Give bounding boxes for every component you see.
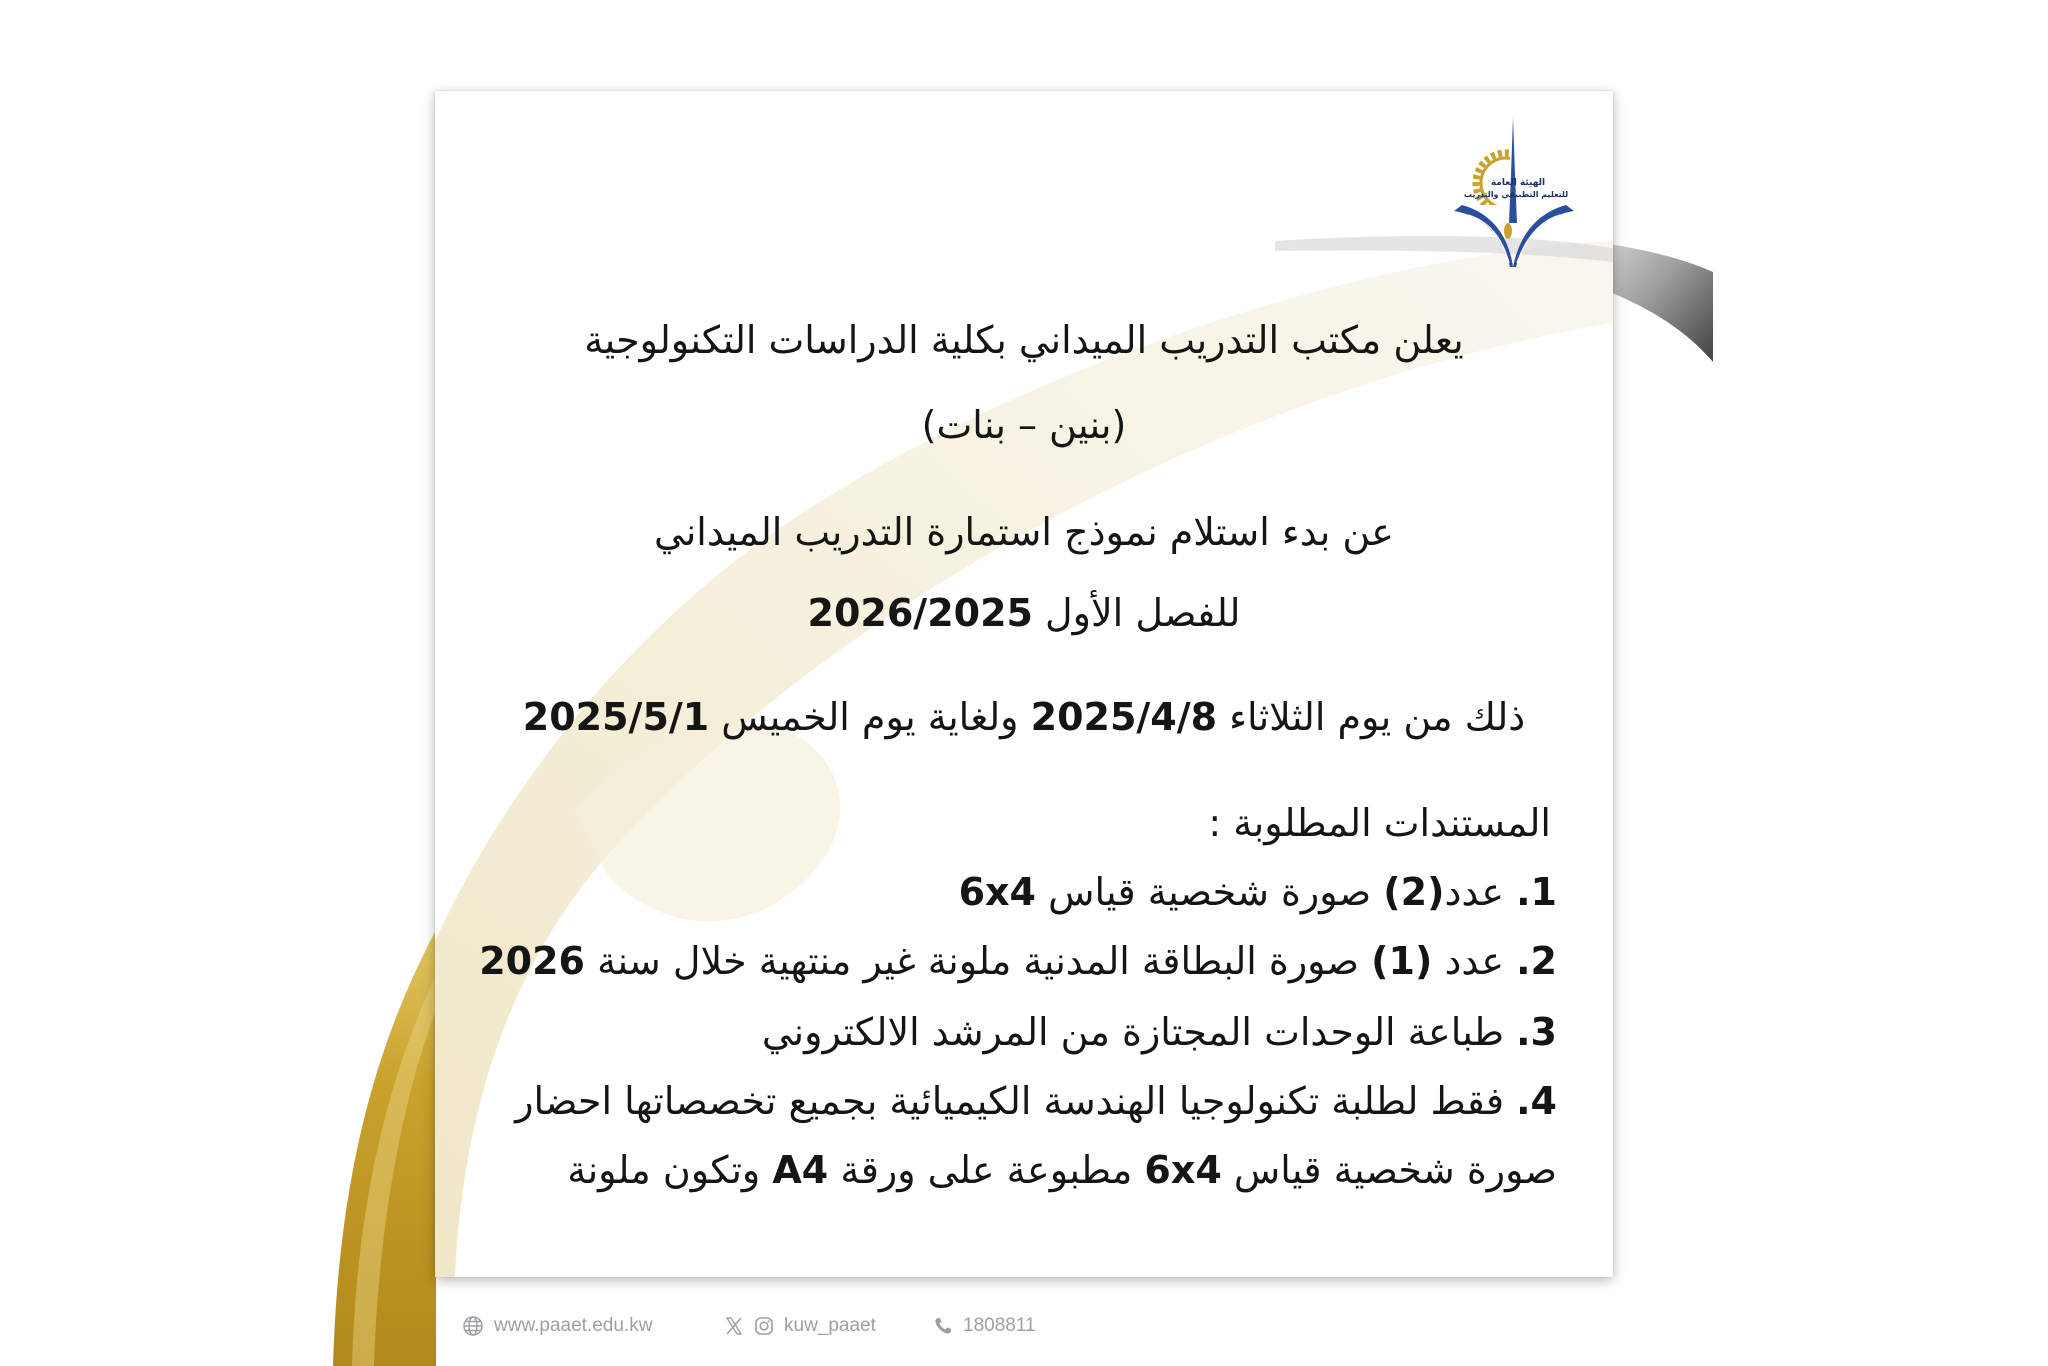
logo-base: [1504, 223, 1512, 239]
paaet-logo: [1450, 115, 1578, 270]
list-item-number: 2.: [1516, 939, 1557, 983]
period-line: [485, 689, 1563, 745]
list-item-count-label: عدد: [1444, 939, 1505, 983]
footer-website: www.paaet.edu.kw: [494, 1315, 653, 1336]
list-item-number: 3.: [1516, 1010, 1557, 1054]
period-to-label: ولغاية يوم الخميس: [721, 695, 1019, 739]
announcement-card: [435, 91, 1613, 1277]
list-item-number: 4.: [1516, 1079, 1557, 1123]
continuation-size: 6x4: [1144, 1148, 1222, 1192]
announcement-title: يعلن مكتب التدريب الميداني بكلية الدراسات التكنولوجية: [584, 318, 1464, 362]
logo-right-wing: [1513, 205, 1574, 267]
list-item-continuation: [475, 1142, 1557, 1198]
list-item-text: طباعة الوحدات المجتازة من المرشد الالكتروني: [761, 1010, 1505, 1054]
list-item: [475, 933, 1557, 989]
list-item-count-label: عدد: [1444, 870, 1505, 914]
semester-year: 2026/2025: [807, 591, 1033, 635]
continuation-text: مطبوعة على ورقة: [840, 1148, 1133, 1192]
footer-social-handle: kuw_paaet: [784, 1315, 876, 1336]
list-item-number: 1.: [1516, 870, 1557, 914]
x-icon: [724, 1316, 744, 1336]
spire-icon: [1509, 117, 1517, 223]
period-end-date: 2025/5/1: [522, 695, 710, 739]
logo-text-line2: للتعليم التطبيقي والتدريب: [1463, 190, 1569, 199]
period-from-label: ذلك من يوم الثلاثاء: [1229, 695, 1526, 739]
semester-label: للفصل الأول: [1045, 591, 1241, 635]
list-item-count: (2): [1383, 870, 1445, 914]
phone-icon: [933, 1316, 953, 1336]
list-item-text: صورة البطاقة المدنية ملونة غير منتهية خلال سنة: [597, 939, 1360, 983]
list-item: [475, 1004, 1557, 1060]
instagram-icon: [754, 1316, 774, 1336]
logo-text-line1: الهيئة العامة: [1490, 178, 1546, 188]
logo-left-wing: [1454, 205, 1513, 267]
list-item: [475, 1073, 1557, 1129]
announcement-subject: عن بدء استلام نموذج استمارة التدريب الميداني: [654, 510, 1394, 554]
semester-line: [485, 585, 1563, 641]
list-item-text: فقط لطلبة تكنولوجيا الهندسة الكيميائية بجميع تخصصاتها احضار: [515, 1079, 1505, 1123]
continuation-paper: A4: [772, 1148, 829, 1192]
footer-phone-number: 1808811: [963, 1315, 1036, 1336]
globe-icon: [462, 1315, 484, 1337]
audience-note: (بنين – بنات): [921, 403, 1127, 447]
list-item-text: صورة شخصية قياس: [1048, 870, 1372, 914]
period-start-date: 2025/4/8: [1030, 695, 1218, 739]
list-item-year: 2026: [479, 939, 585, 983]
continuation-text: وتكون ملونة: [567, 1148, 761, 1192]
list-item: [475, 864, 1557, 920]
list-item-size: 6x4: [958, 870, 1036, 914]
list-item-count: (1): [1371, 939, 1433, 983]
documents-heading: المستندات المطلوبة :: [1208, 801, 1551, 845]
continuation-text: صورة شخصية قياس: [1233, 1148, 1557, 1192]
